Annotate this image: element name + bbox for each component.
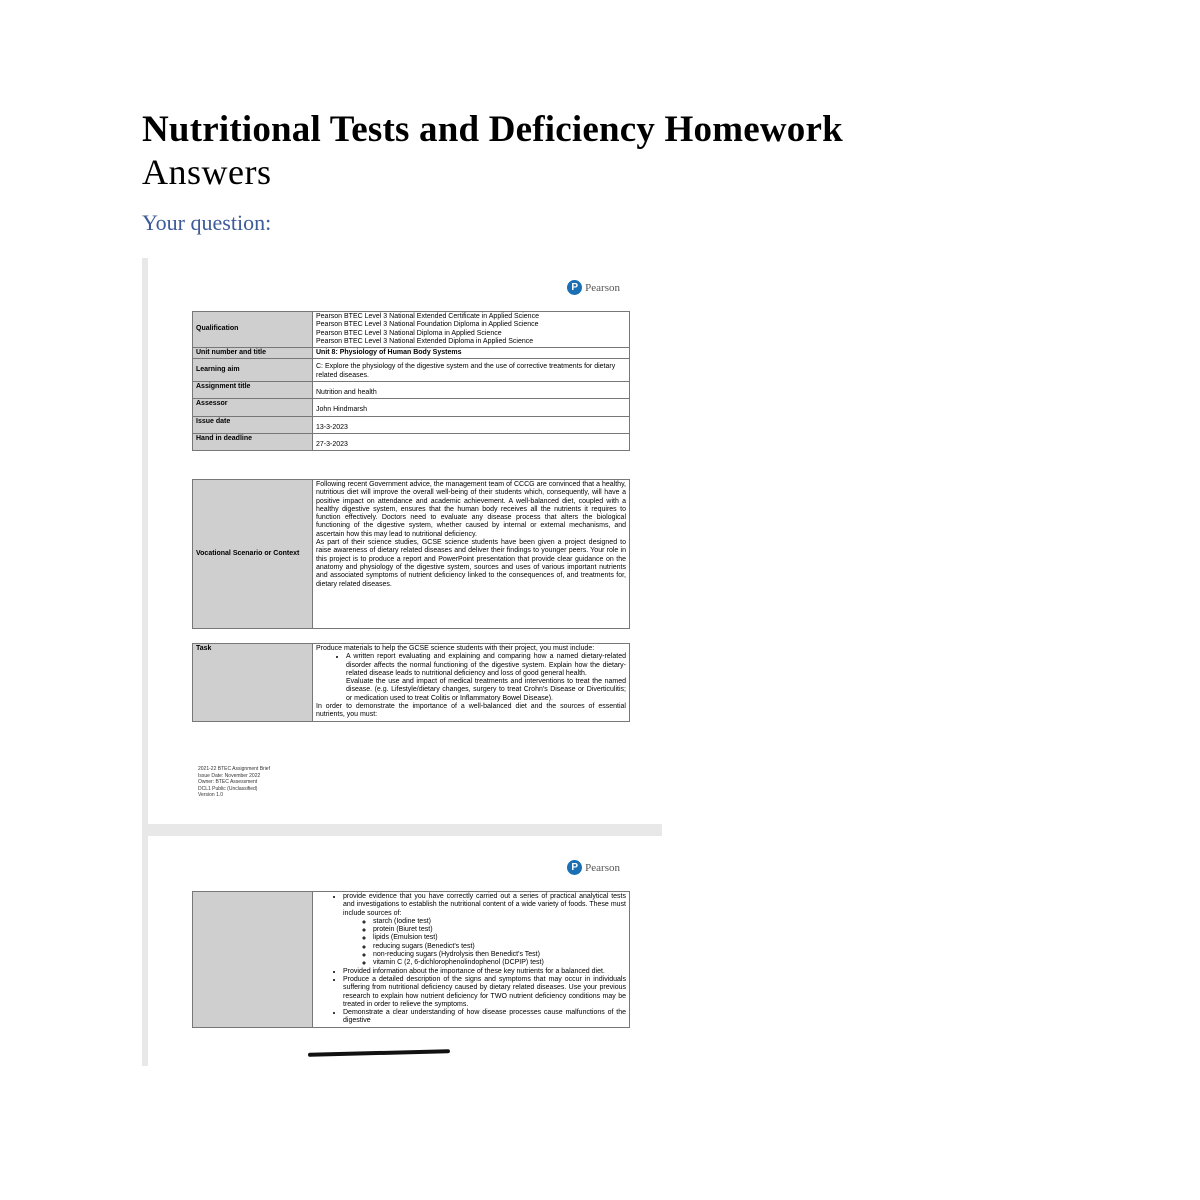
table-row [193, 359, 630, 382]
brief-page-2 [148, 836, 662, 1066]
issue-date-label: Issue date [193, 416, 313, 433]
pearson-logo [567, 280, 620, 295]
table-row [193, 399, 630, 416]
test-item: ◦ protein (Biuret test) [373, 926, 626, 934]
qualification-line: Pearson BTEC Level 3 National Extended Diploma in Applied Science [316, 337, 534, 345]
list-item: • Produce a detailed description of the signs and symptoms that may occur in individuals suffering from nutritional deficiency caused by dietary related diseases. Use your previous research to explain how nutrient deficiency for TWO nutrient deficiency conditions may be treated in order to relieve the symptoms. [343, 976, 626, 1009]
page-title: Nutritional Tests and Deficiency Homework [142, 109, 843, 150]
test-item: ◦ lipids (Emulsion test) [373, 934, 626, 942]
brief-page-1 [148, 258, 662, 824]
unit-label: Unit number and title [193, 348, 313, 359]
scenario-table [192, 479, 630, 629]
table-row [193, 892, 630, 1028]
footer-line: 2021-22 BTEC Assignment Brief [198, 766, 270, 772]
pearson-icon: P [567, 860, 582, 875]
page-footer [198, 766, 270, 799]
assignment-value: Nutrition and health [313, 382, 630, 399]
task-evaluate: Evaluate the use and impact of medical treatments and interventions to treat the named disease. (e.g. Lifestyle/dietary changes, surgery to treat Crohn's Disease or Diverticulitis; or medication used to treat Colitis or Inflammatory Bowel Disease). [346, 678, 626, 702]
assessor-value: John Hindmarsh [313, 399, 630, 416]
table-row [193, 348, 630, 359]
assignment-info-table [192, 311, 630, 451]
test-item: ◦ vitamin C (2, 6-dichlorophenolindophenol (DCPIP) test) [373, 959, 626, 967]
document-heading [142, 108, 1142, 192]
scenario-paragraph: As part of their science studies, GCSE science students have been given a project designed to raise awareness of dietary related diseases and deliver their findings to younger peers. Your role in this project is to produce a report and PowerPoint presentation that provide clear guidance on the anatomy and physiology of the digestive system, sources and uses of various important nutrients and associated symptoms of nutrient deficiency linked to the consequences of, and treatments for, dietary related diseases. [316, 539, 626, 588]
scenario-label: Vocational Scenario or Context [193, 480, 313, 629]
aim-label: Learning aim [193, 359, 313, 382]
test-list [343, 918, 626, 968]
task-label-blank [193, 892, 313, 1028]
list-item: • Demonstrate a clear understanding of how disease processes cause malfunctions of the digestive [343, 1009, 626, 1026]
scenario-paragraph: Following recent Government advice, the management team of CCCG are convinced that a healthy, nutritious diet will improve the overall well-being of their students which, consequently, will have a positive impact on attendance and academic achievement. A well-balanced diet, coupled with a healthy digestive system, ensures that the human body receives all the nutrients it requires to function effectively. Doctors need to evaluate any disease process that alters the biological functioning of the digestive system, whether caused by internal or external mechanisms, and ascertain how this may lead to nutritional deficiency. [316, 481, 626, 538]
table-row [193, 416, 630, 433]
question-label: Your question: [142, 210, 272, 235]
table-row [193, 312, 630, 348]
list-item-text: provide evidence that you have correctly carried out a series of practical analytical tests and investigations to establish the nutritional content of a wide variety of foods. These must include sources of: [343, 893, 626, 917]
test-item: ◦ reducing sugars (Benedict's test) [373, 943, 626, 951]
table-row [193, 480, 630, 629]
scenario-text [313, 480, 630, 629]
assessor-label: Assessor [193, 399, 313, 416]
pearson-logo [567, 860, 620, 875]
unit-value: Unit 8: Physiology of Human Body Systems [313, 348, 630, 359]
qualification-value [313, 312, 630, 348]
qualification-line: Pearson BTEC Level 3 National Extended Certificate in Applied Science [316, 313, 539, 320]
page-subtitle: Answers [142, 152, 272, 192]
deadline-value: 27-3-2023 [313, 433, 630, 450]
assignment-label: Assignment title [193, 382, 313, 399]
pearson-icon: P [567, 280, 582, 295]
qualification-line: Pearson BTEC Level 3 National Foundation Diploma in Applied Science [316, 321, 539, 329]
list-item: • A written report evaluating and explaining and comparing how a named dietary-related disorder affects the normal functioning of the digestive system. Explain how the dietary-related disease leads to nutritional deficiency and loss of good general health. [346, 653, 626, 678]
footer-line: DCL1 Public (Unclassified) [198, 785, 258, 792]
task-list [313, 893, 626, 1026]
task-continued-table [192, 891, 630, 1028]
footer-line: Version 1.0 [198, 792, 224, 798]
task-list [316, 653, 626, 678]
test-item: ◦ starch (Iodine test) [373, 918, 626, 926]
test-item: ◦ non-reducing sugars (Hydrolysis then Benedict's Test) [373, 951, 626, 959]
footer-line: Issue Date: November 2022 [198, 772, 261, 779]
task-intro: Produce materials to help the GCSE science students with their project, you must include: [316, 645, 595, 652]
task-text [313, 644, 630, 722]
table-row [193, 433, 630, 450]
task-table [192, 643, 630, 722]
list-item: • Provided information about the importance of these key nutrients for a balanced diet. [343, 968, 626, 976]
brand-name: Pearson [585, 281, 620, 294]
qualification-line: Pearson BTEC Level 3 National Diploma in Applied Science [316, 329, 502, 337]
question-image [142, 258, 662, 1066]
table-row [193, 644, 630, 722]
list-item [343, 893, 626, 968]
task-outro: In order to demonstrate the importance of a well-balanced diet and the sources of essential nutrients, you must: [316, 703, 626, 719]
task-continued-text [313, 892, 630, 1028]
brand-name: Pearson [585, 861, 620, 874]
task-label: Task [193, 644, 313, 722]
table-row [193, 382, 630, 399]
footer-line: Owner: BTEC Assessment [198, 779, 258, 785]
aim-value: C: Explore the physiology of the digestive system and the use of corrective treatments for dietary related diseases. [313, 359, 630, 382]
deadline-label: Hand in deadline [193, 433, 313, 450]
issue-date-value: 13-3-2023 [313, 416, 630, 433]
qualification-label: Qualification [193, 312, 313, 348]
